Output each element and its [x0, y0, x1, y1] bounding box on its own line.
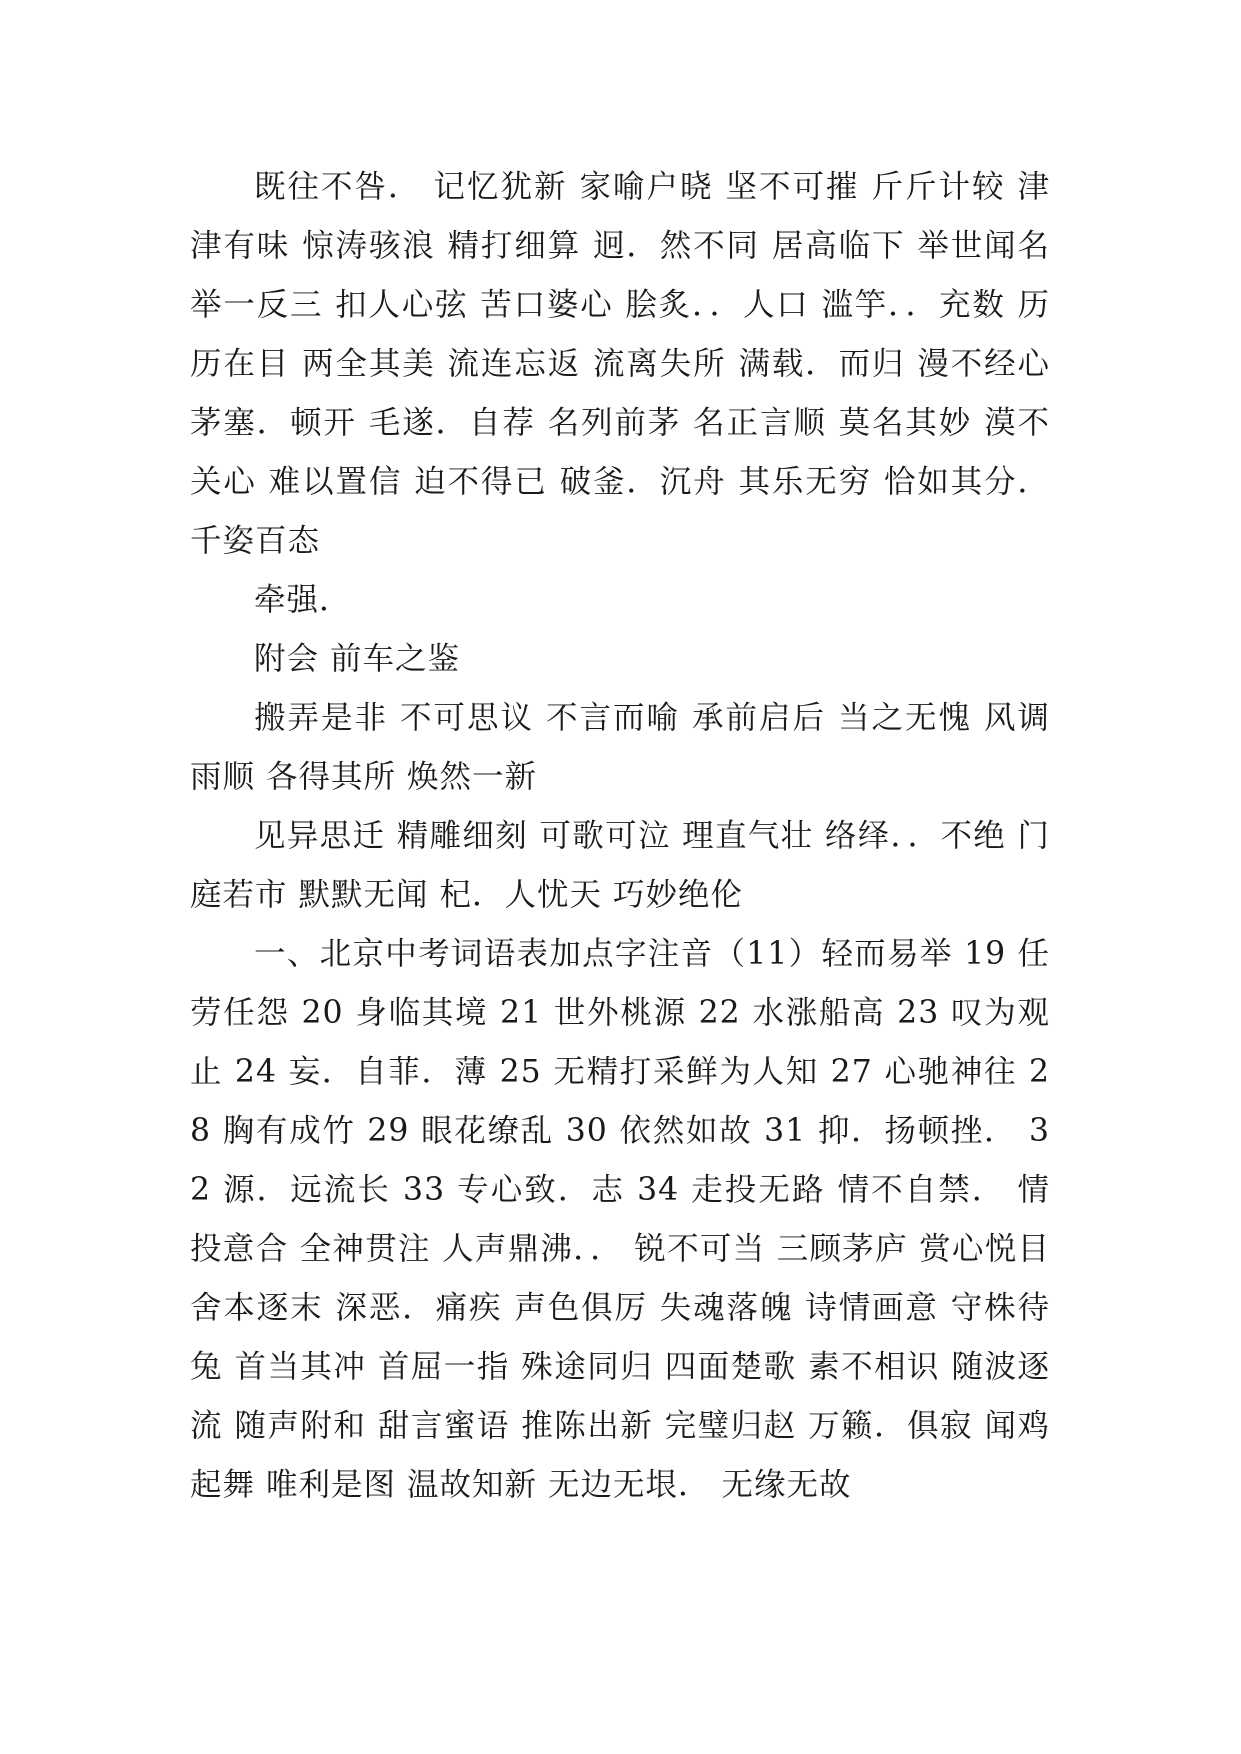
paragraph-2: 牵强．	[254, 582, 352, 618]
paragraph-4: 搬弄是非 不可思议 不言而喻 承前启后 当之无愧 风调雨顺 各得其所 焕然一新	[190, 700, 1050, 795]
paragraph-1: 既往不咎． 记忆犹新 家喻户晓 坚不可摧 斤斤计较 津津有味 惊涛骇浪 精打细算 迥．然不同 居高临下 举世闻名 举一反三 扣人心弦 苦口婆心 脍炙．．人口 滥竽．．充数 历历在目 两全其美 流连忘返 流离失所 满载．而归 漫不经心 茅塞．顿开 毛遂．自荐 名列前茅 名正言顺 莫名其妙 漠不关心 难以置信 迫不得已 破釜．沉舟 其乐无穷 恰如其分． 千姿百态	[190, 169, 1050, 559]
document-body	[190, 158, 1050, 1515]
paragraph-6: 一、北京中考词语表加点字注音（11）轻而易举 19 任劳任怨 20 身临其境 21 世外桃源 22 水涨船高 23 叹为观止 24 妄．自菲．薄 25 无精打采鲜为人知 27 心驰神往 28 胸有成竹 29 眼花缭乱 30 依然如故 31 抑．扬顿挫． 32 源．远流长 33 专心致．志 34 走投无路 情不自禁． 情投意合 全神贯注 人声鼎沸．． 锐不可当 三顾茅庐 赏心悦目 舍本逐末 深恶．痛疾 声色俱厉 失魂落魄 诗情画意 守株待兔 首当其冲 首屈一指 殊途同归 四面楚歌 素不相识 随波逐流 随声附和 甜言蜜语 推陈出新 完璧归赵 万籁．俱寂 闻鸡起舞 唯利是图 温故知新 无边无垠． 无缘无故	[190, 936, 1050, 1503]
paragraph-5: 见异思迁 精雕细刻 可歌可泣 理直气壮 络绎．．不绝 门庭若市 默默无闻 杞．人忧天 巧妙绝伦	[190, 818, 1050, 913]
paragraph-3: 附会 前车之鉴	[254, 641, 461, 677]
